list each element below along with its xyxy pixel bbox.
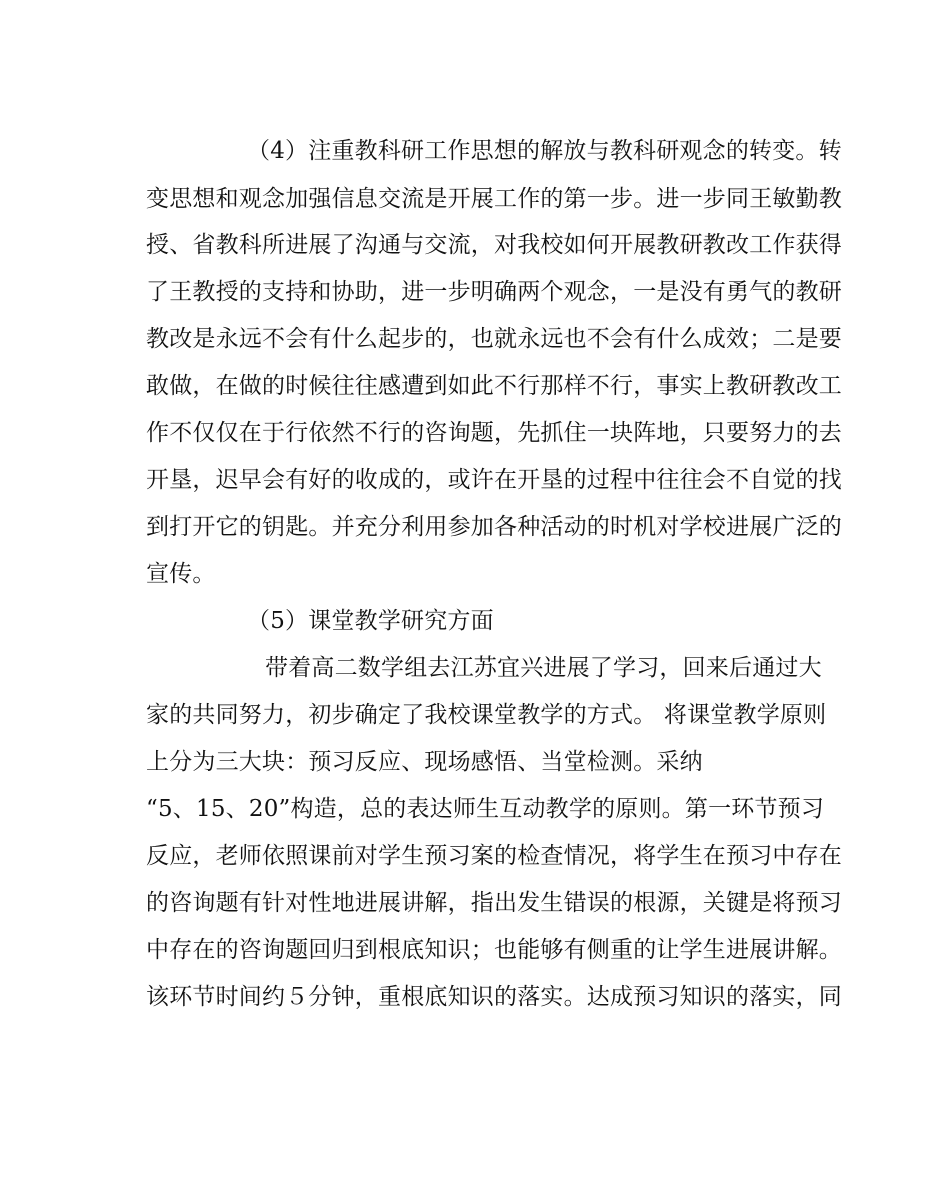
para5-line-3: 上分为三大块：预习反应、现场感悟、当堂检测。采纳 — [146, 749, 703, 775]
para4-line-2: 变思想和观念加强信息交流是开展工作的第一步。进一步同王敏勤教 — [146, 186, 842, 212]
para4-line-4: 了王教授的支持和协助，进一步明确两个观念，一是没有勇气的教研 — [146, 279, 842, 305]
para5-line-8: 该环节时间约５分钟，重根底知识的落实。达成预习知识的落实，同 — [146, 984, 842, 1010]
para5-line-2: 家的共同努力，初步确定了我校课堂教学的方式。 将课堂教学原则 — [146, 702, 827, 728]
para5-line-7: 中存在的咨询题回归到根底知识；也能够有侧重的让学生进展讲解。 — [146, 937, 842, 963]
para4-line-8: 开垦，迟早会有好的收成的，或许在开垦的过程中往往会不自觉的找 — [146, 467, 842, 493]
para4-line-5: 教改是永远不会有什么起步的，也就永远也不会有什么成效；二是要 — [146, 326, 842, 352]
para4-line-7: 作不仅仅在于行依然不行的咨询题，先抓住一块阵地，只要努力的去 — [146, 420, 842, 446]
para5-line-5: 反应，老师依照课前对学生预习案的检查情况，将学生在预习中存在 — [146, 843, 842, 869]
para5-line-6: 的咨询题有针对性地进展讲解，指出发生错误的根源，关键是将预习 — [146, 890, 842, 916]
para5-line-4: “5、15、20”构造，总的表达师生互动教学的原则。第一环节预习 — [146, 796, 825, 822]
para4-line-10: 宣传。 — [146, 561, 216, 587]
para4-line-9: 到打开它的钥匙。并充分利用参加各种活动的时机对学校进展广泛的 — [146, 514, 842, 540]
para5-heading: （5）课堂教学研究方面 — [247, 608, 494, 634]
para4-line-6: 敢做，在做的时候往往感遭到如此不行那样不行，事实上教研教改工 — [146, 373, 842, 399]
para4-line-1: （4）注重教科研工作思想的解放与教科研观念的转变。转 — [247, 138, 842, 164]
para4-line-3: 授、省教科所进展了沟通与交流，对我校如何开展教研教改工作获得 — [146, 232, 842, 258]
para5-line-1: 带着高二数学组去江苏宜兴进展了学习，回来后通过大 — [265, 655, 822, 681]
